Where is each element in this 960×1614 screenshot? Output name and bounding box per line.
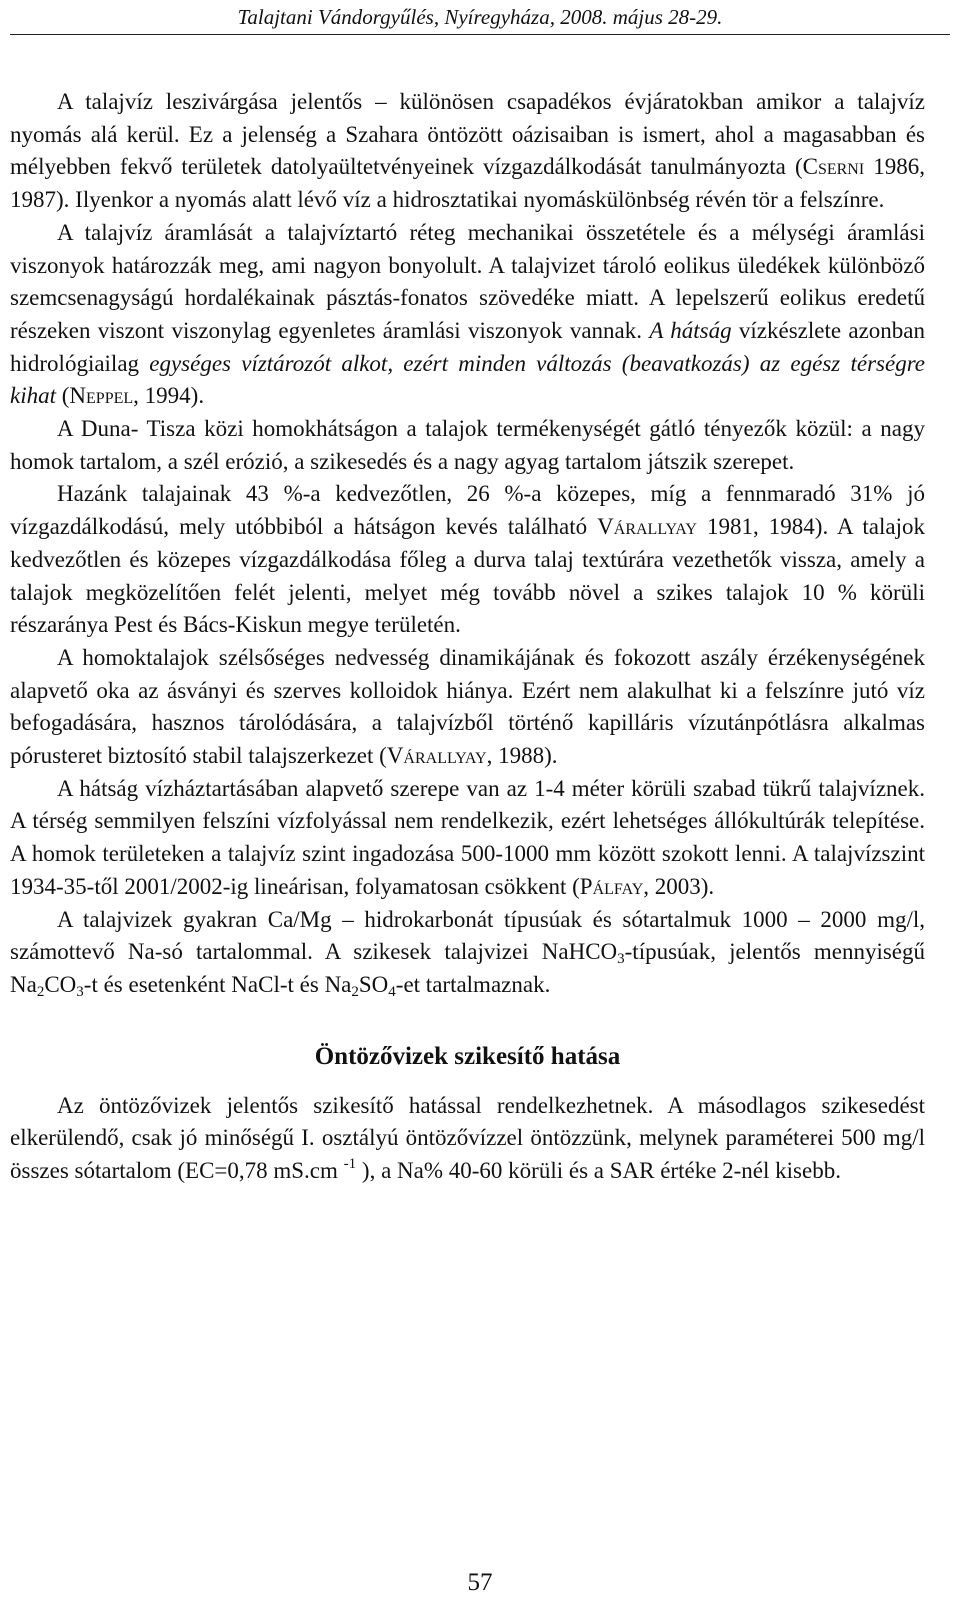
paragraph-sandy-soils	[10, 642, 925, 773]
citation-author: Cserni	[802, 154, 865, 180]
text-span: -et tartalmaznak.	[395, 971, 551, 997]
text-span: , 1994).	[133, 383, 205, 409]
text-span: A talajvizek gyakran Ca/Mg – hidrokarbonát típusúak és sótartalmuk 1000 – 2000 mg/l, számottevő Na-só tartalommal. A szikesek talajvizei NaHCO	[10, 906, 925, 965]
section-heading: Öntözővizek szikesítő hatása	[314, 1042, 621, 1070]
subscript: 4	[388, 983, 396, 1000]
header-rule	[10, 34, 950, 35]
paragraph-groundwater-flow	[10, 217, 925, 413]
text-span: , 2003).	[643, 873, 715, 899]
citation-author: Pálfay	[579, 873, 644, 899]
subscript: 3	[76, 983, 84, 1000]
page-number: 57	[467, 1569, 493, 1596]
text-span: A homoktalajok szélsőséges nedvesség dinamikájának és fokozott aszály érzékenységének alapvető oka az ásványi és szerves kolloidok hiánya. Ezért nem alakulhat ki a felszínre jutó víz befogadására, hasznos tárolódására, a talajvízből történő kapilláris vízutánpótlásra alkalmas pórusteret biztosító stabil talajszerkezet (	[10, 644, 925, 769]
paragraph-fertility-factors	[10, 413, 925, 478]
text-span: SO	[358, 971, 389, 997]
paragraph-soil-water-management	[10, 478, 925, 642]
paragraph-groundwater-chemistry	[10, 904, 925, 1002]
text-span: CO	[44, 971, 77, 997]
paragraph-water-balance	[10, 773, 925, 904]
text-span: Az öntözővizek jelentős szikesítő hatással rendelkezhetnek. A másodlagos szikesedést elkerülendő, csak jó minőségű I. osztályú öntözővízzel öntözzünk, melynek paraméterei 500 mg/l összes sótartalom (EC=0,78 mS.cm	[10, 1092, 925, 1184]
paragraph-groundwater-seepage	[10, 86, 925, 217]
text-span: vízkészlete azonban hidrológiailag	[10, 317, 925, 376]
text-span: 1981, 1984). A talajok kedvezőtlen és közepes vízgazdálkodása főleg a durva talaj textúrára vezethetők vissza, amely a talajok megközelítően felét jelenti, melyet még tovább növel a szikes talajok 10 % körüli részaránya Pest és Bács-Kiskun megye területén.	[10, 514, 925, 638]
subscript: 3	[617, 951, 625, 968]
running-header: Talajtani Vándorgyűlés, Nyíregyháza, 2008. május 28-29.	[237, 5, 723, 29]
emphasis-text: egységes víztározót alkot, ezért minden változás (beavatkozás) az egész térségre kihat	[10, 350, 925, 409]
text-span: A Duna- Tisza közi homokhátságon a talajok termékenységét gátló tényezők közül: a nagy homok tartalom, a szél erózió, a szikesedés és a nagy agyag tartalom játszik szerepet.	[10, 416, 925, 474]
text-span: -típusúak, jelentős mennyiségű Na	[10, 939, 925, 997]
text-span: , 1988).	[486, 743, 558, 769]
subscript: 2	[351, 983, 359, 1000]
text-span: ), a Na% 40-60 körüli és a SAR értéke 2-nél kisebb.	[356, 1158, 841, 1184]
superscript: -1	[343, 1156, 357, 1173]
text-span: A talajvíz áramlását a talajvíztartó réteg mechanikai összetétele és a mélységi áramlási viszonyok határozzák meg, ami nagyon bonyolult. A talajvizet tároló eolikus üledékek különböző szemcsenagyságú hordalékainak pásztás-fonatos szövedéke miatt. A lepelszerű eolikus eredetű részeken viszont viszonylag egyenletes áramlási viszonyok vannak.	[10, 219, 925, 343]
text-span: (	[56, 383, 70, 409]
page-body	[10, 86, 925, 1188]
text-span: -t és esetenként NaCl-t és Na	[83, 971, 352, 997]
subscript: 2	[36, 983, 45, 1000]
paragraph-irrigation-water	[10, 1090, 925, 1188]
emphasis-text: A hátság	[649, 317, 732, 343]
text-span: A talajvíz leszivárgása jelentős – különösen csapadékos évjáratokban amikor a talajvíz nyomás alá kerül. Ez a jelenség a Szahara öntözött oázisaiban is ismert, ahol a magasabban és mélyebben fekvő területek datolyaültetvényeinek vízgazdálkodását tanulmányozta (	[10, 89, 925, 180]
text-span: Hazánk talajainak 43 %-a kedvezőtlen, 26 %-a közepes, míg a fennmaradó 31% jó vízgazdálkodású, mely utóbbiból a hátságon kevés található	[10, 481, 925, 540]
citation-author: Várallyay	[597, 514, 697, 540]
citation-author: Várallyay	[386, 743, 487, 769]
citation-author: Neppel	[69, 383, 134, 409]
text-span: 1986, 1987). Ilyenkor a nyomás alatt lévő víz a hidrosztatikai nyomáskülönbség révén tör a felszínre.	[10, 154, 925, 213]
text-span: A hátság vízháztartásában alapvető szerepe van az 1-4 méter körüli szabad tükrű talajvíznek. A térség semmilyen felszíni vízfolyással nem rendelkezik, ezért lehetséges állókultúrák telepítése. A homok területeken a talajvíz szint ingadozása 500-1000 mm között szokott lenni. A talajvízszint 1934-35-től 2001/2002-ig lineárisan, folyamatosan csökkent (	[10, 775, 925, 899]
